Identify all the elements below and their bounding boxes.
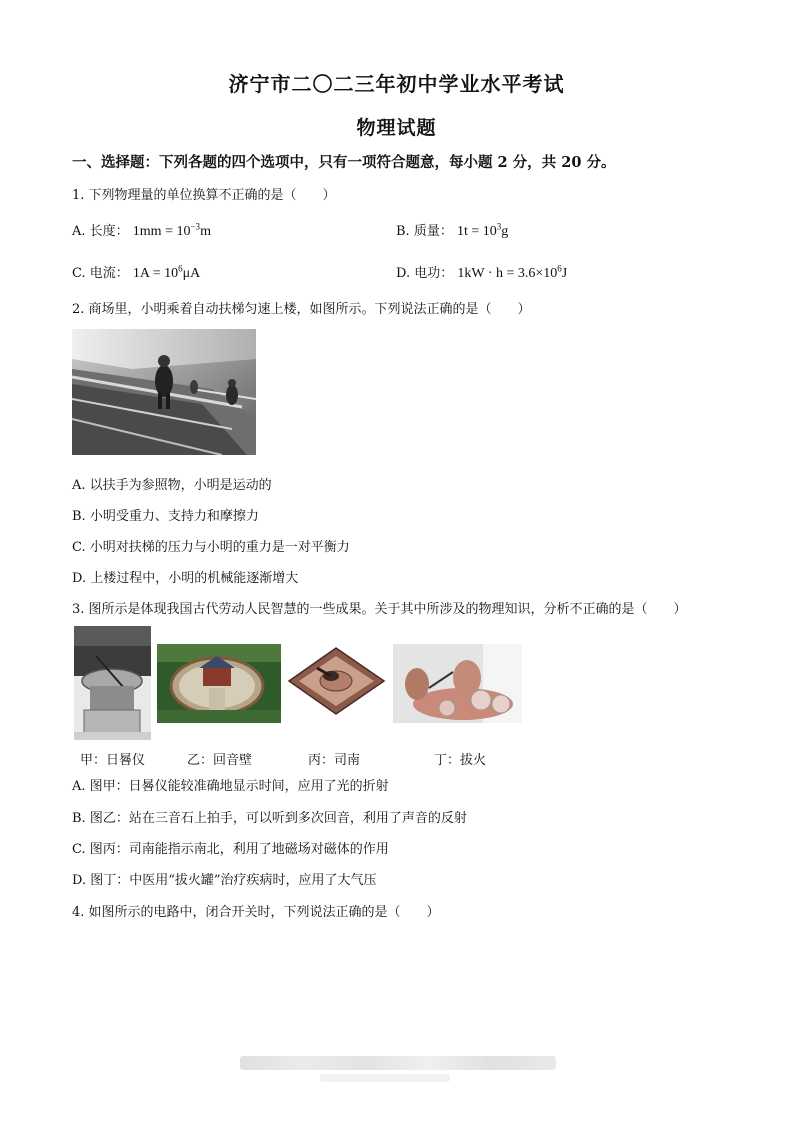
q1-option-d [396, 262, 567, 282]
q1-option-b [396, 220, 508, 240]
q3-option-d: D. 图丁：中医用“拔火罐”治疗疾病时，应用了大气压 [72, 873, 377, 888]
q1-option-d-label: D. 电功： [396, 266, 454, 281]
q3-option-b: B. 图乙：站在三音石上拍手，可以听到多次回音，利用了声音的反射 [72, 811, 467, 826]
q2-option-a: A. 以扶手为参照物，小明是运动的 [72, 478, 272, 493]
q1-option-c-math: $1A = 10^6\mu A$ [132, 263, 201, 281]
q2-option-b: B. 小明受重力、支持力和摩擦力 [72, 509, 259, 524]
caption-cupping: 丁：拔火 [434, 753, 487, 768]
q1-option-b-math: $1t = 10^3g$ [456, 221, 509, 239]
q1-option-a-label: A. 长度： [72, 224, 129, 239]
q1-option-a-math: $1mm = 10^{-3}m$ [132, 221, 211, 239]
question-1-stem: 1. 下列物理量的单位换算不正确的是（ ） [72, 188, 336, 203]
question-4-stem: 4. 如图所示的电路中，闭合开关时，下列说法正确的是（ ） [72, 905, 440, 920]
caption-sundial: 甲：日晷仪 [80, 753, 146, 768]
q1-option-b-label: B. 质量： [396, 224, 453, 239]
caption-compass: 丙：司南 [308, 753, 361, 768]
escalator-photo [72, 329, 256, 455]
footer-watermark-sub [320, 1074, 450, 1082]
section-heading: 一、选择题：下列各题的四个选项中，只有一项符合题意，每小题 2 分，共 20 分。 [72, 154, 616, 171]
q1-option-c-label: C. 电流： [72, 266, 129, 281]
q3-option-a: A. 图甲：日晷仪能较准确地显示时间，应用了光的折射 [72, 779, 389, 794]
q2-option-c: C. 小明对扶梯的压力与小明的重力是一对平衡力 [72, 540, 350, 555]
q1-option-a [72, 220, 211, 240]
q1-option-d-math: $1kW \cdot h = 3.6\times 10^6J$ [457, 263, 568, 281]
sundial-photo [74, 626, 151, 740]
question-3-stem: 3. 图所示是体现我国古代劳动人民智慧的一些成果。关于其中所涉及的物理知识，分析不正确的是（ ） [72, 602, 687, 617]
q1-option-c [72, 262, 200, 282]
exam-subtitle: 物理试题 [356, 117, 437, 139]
echo-wall-photo [157, 644, 281, 723]
question-2-stem: 2. 商场里，小明乘着自动扶梯匀速上楼，如图所示。下列说法正确的是（ ） [72, 302, 531, 317]
footer-watermark [240, 1056, 556, 1070]
q2-option-d: D. 上楼过程中，小明的机械能逐渐增大 [72, 571, 299, 586]
compass-photo [287, 646, 386, 716]
exam-title: 济宁市二〇二三年初中学业水平考试 [228, 72, 565, 96]
caption-echo-wall: 乙：回音壁 [187, 753, 253, 768]
q3-option-c: C. 图丙：司南能指示南北，利用了地磁场对磁体的作用 [72, 842, 389, 857]
cupping-photo [393, 644, 522, 723]
